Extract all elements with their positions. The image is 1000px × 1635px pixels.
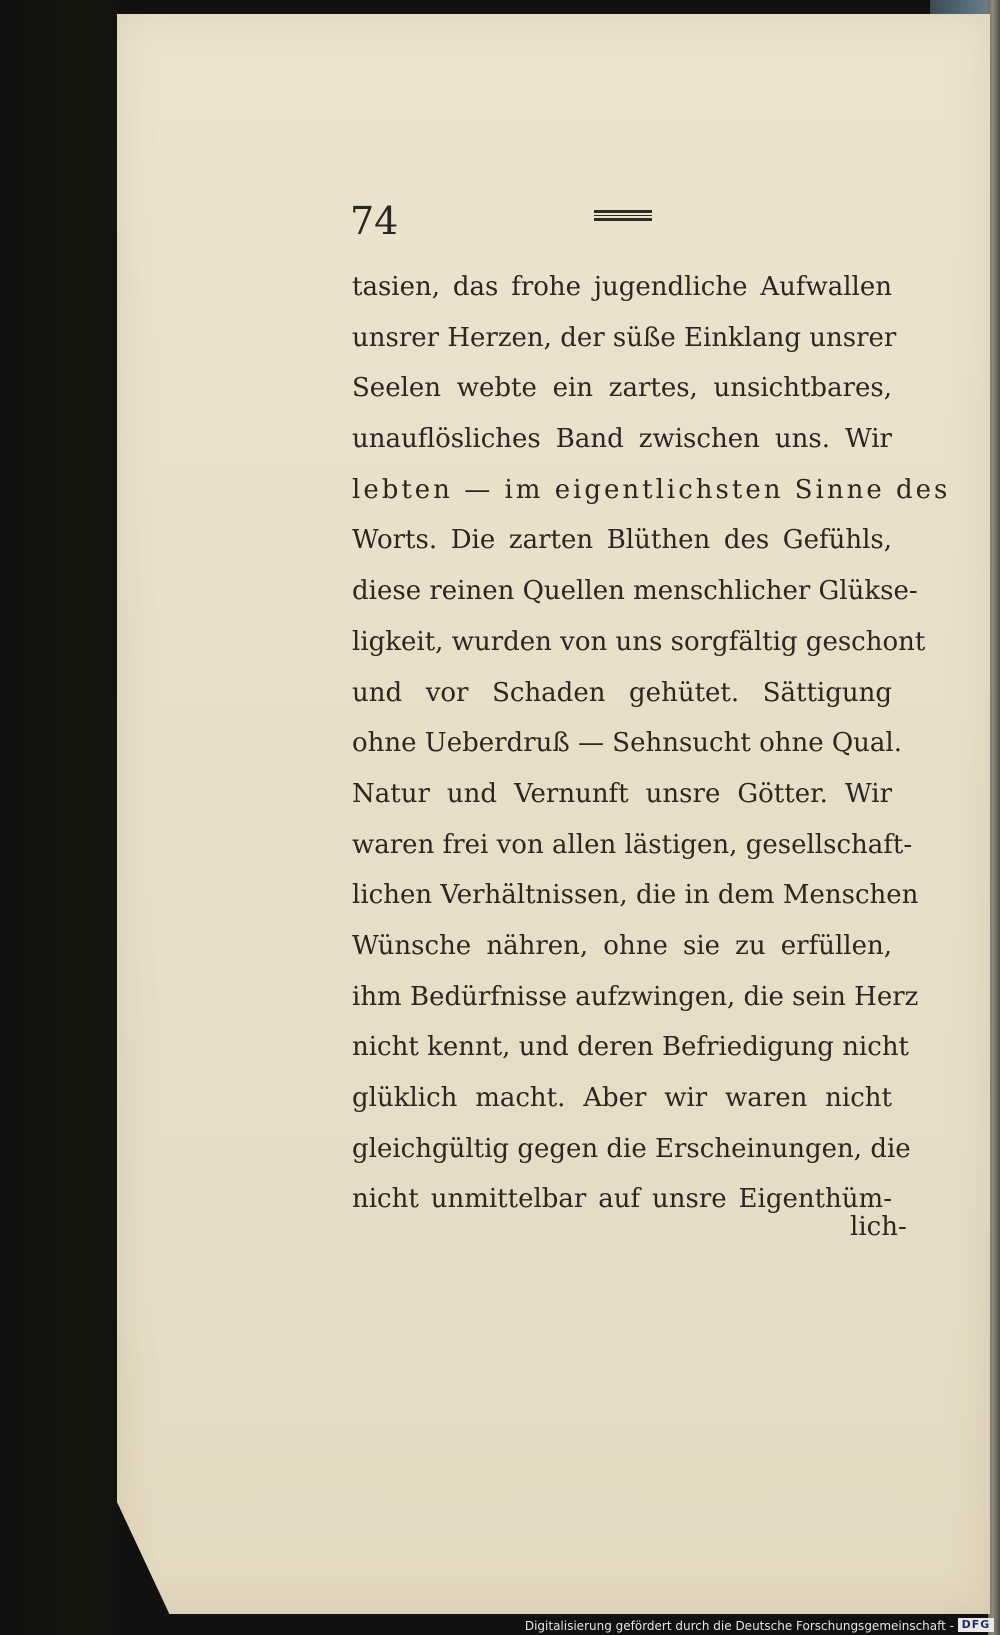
text-line: Worts. Die zarten Blüthen des Gefühls,: [352, 525, 892, 556]
page-header: [350, 199, 950, 252]
text-line: lichen Verhältnissen, die in dem Menschen: [352, 880, 919, 911]
body-text: [352, 262, 951, 1225]
text-line: nicht unmittelbar auf unsre Eigenthüm-: [352, 1184, 892, 1215]
catchword: lich-: [850, 1212, 907, 1242]
text-line: ligkeit, wurden von uns sorgfältig geschont: [352, 626, 926, 657]
text-line: waren frei von allen lästigen, gesellschaft-: [352, 829, 913, 860]
page-number: 74: [350, 199, 399, 243]
text-line: unauflösliches Band zwischen uns. Wir: [352, 424, 892, 455]
ornament-rule: [594, 210, 652, 221]
text-line: Seelen webte ein zartes, unsichtbares,: [352, 373, 892, 404]
text-line: ohne Ueberdruß — Sehnsucht ohne Qual.: [352, 728, 902, 759]
digitization-credit: Digitalisierung gefördert durch die Deutsche Forschungsgemeinschaft -: [524, 1619, 954, 1633]
text-line: gleichgültig gegen die Erscheinungen, die: [352, 1133, 911, 1164]
dfg-logo: DFG: [958, 1618, 994, 1632]
text-line: diese reinen Quellen menschlicher Glükse-: [352, 576, 918, 607]
ornament-rule-bar-thin: [594, 215, 652, 216]
text-line: glüklich macht. Aber wir waren nicht: [352, 1083, 892, 1113]
text-line: und vor Schaden gehütet. Sättigung: [352, 677, 892, 708]
text-line: tasien, das frohe jugendliche Aufwallen: [352, 272, 892, 302]
ornament-rule-bar-lower: [594, 218, 652, 221]
ornament-rule-bar-thick: [594, 210, 652, 213]
text-line: Wünsche nähren, ohne sie zu erfüllen,: [352, 930, 892, 961]
text-line: lebten — im eigentlichsten Sinne des: [352, 474, 951, 505]
text-line: unsrer Herzen, der süße Einklang unsrer: [352, 322, 897, 353]
text-line: Natur und Vernunft unsre Götter. Wir: [352, 778, 892, 809]
text-line: nicht kennt, und deren Befriedigung nicht: [352, 1032, 910, 1063]
text-line: ihm Bedürfnisse aufzwingen, die sein Herz: [352, 981, 919, 1012]
